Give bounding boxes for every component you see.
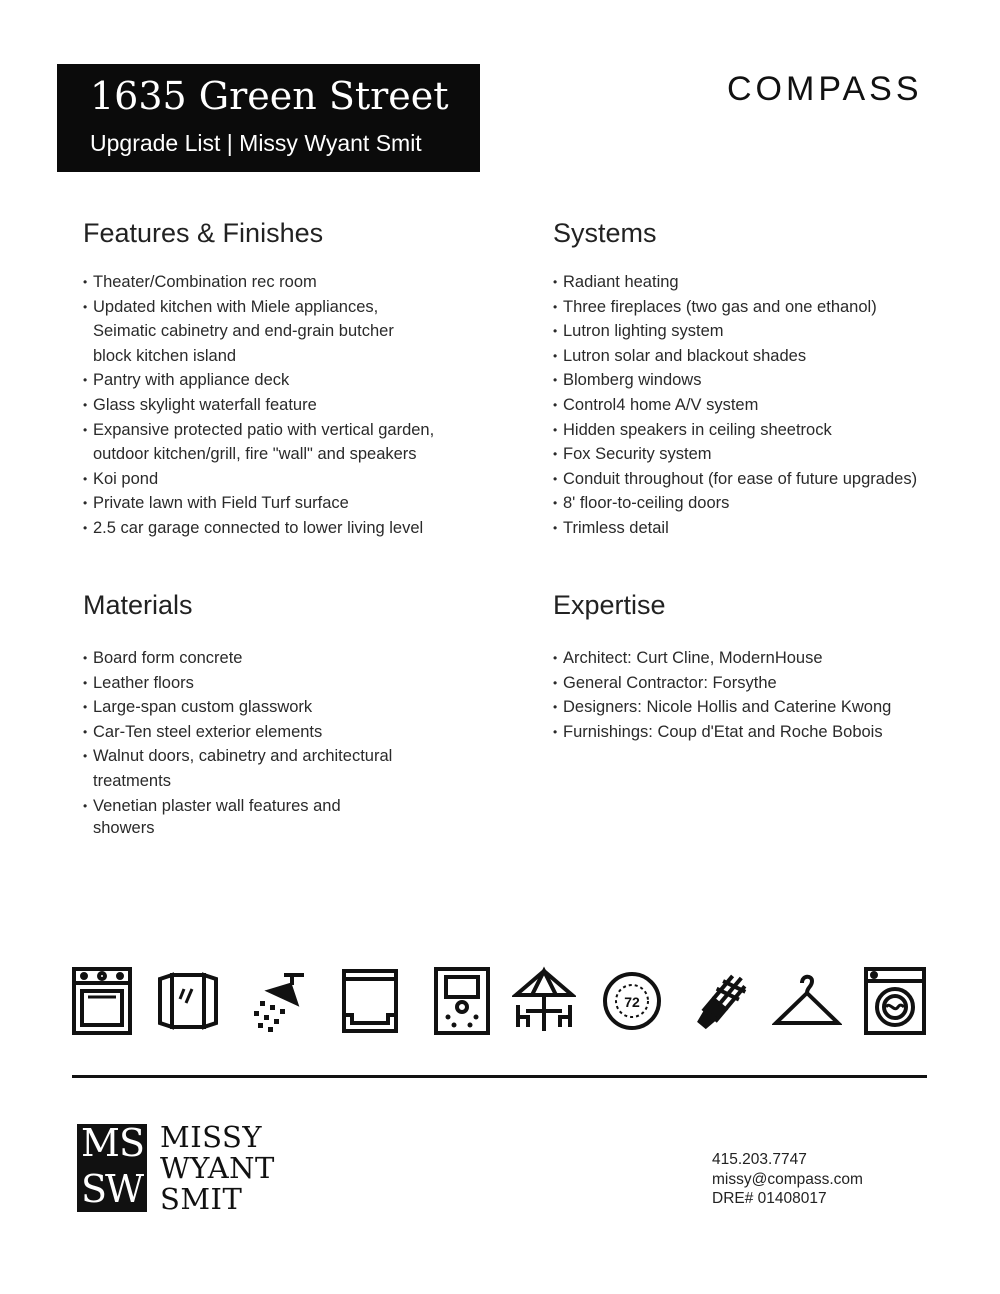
glass-door-icon (156, 965, 220, 1037)
list-item: • Expansive protected patio with vertical garden, (83, 418, 434, 443)
features-list (83, 270, 434, 541)
list-item: treatments (93, 771, 171, 790)
monogram-letter: M (81, 1121, 120, 1165)
feature-icons-row (70, 965, 930, 1037)
page-title: 1635 Green Street (90, 74, 449, 118)
control-panel-icon (430, 965, 494, 1037)
monogram-letter: S (81, 1167, 108, 1211)
contact-phone[interactable]: 415.203.7747 (712, 1151, 807, 1168)
list-item: • Blomberg windows (553, 368, 917, 393)
brand-logo: COMPASS (727, 70, 923, 108)
list-item: • Leather floors (83, 671, 392, 696)
list-item: • Private lawn with Field Turf surface (83, 491, 434, 516)
list-item: • Architect: Curt Cline, ModernHouse (553, 646, 891, 671)
page-subtitle: Upgrade List | Missy Wyant Smit (90, 130, 422, 156)
section-heading-materials: Materials (83, 590, 193, 620)
title-banner (57, 64, 480, 172)
list-item: • Furnishings: Coup d'Etat and Roche Bobois (553, 720, 891, 745)
section-expertise (553, 590, 892, 741)
footer-divider (72, 1075, 927, 1078)
patio-umbrella-icon (512, 965, 576, 1037)
agent-name-logo (160, 1122, 275, 1215)
list-item: • Designers: Nicole Hollis and Caterine Kwong (553, 695, 891, 720)
agent-name-line: WYANT (160, 1151, 275, 1185)
list-item: • Radiant heating (553, 270, 917, 295)
agent-name-line: MISSY (160, 1120, 263, 1154)
list-item: • Glass skylight waterfall feature (83, 393, 434, 418)
systems-list (553, 270, 917, 541)
contact-email[interactable]: missy@compass.com (712, 1170, 863, 1188)
list-item: • Pantry with appliance deck (83, 368, 434, 393)
list-item: Seimatic cabinetry and end-grain butcher (93, 322, 394, 341)
agent-monogram-logo (77, 1121, 147, 1212)
list-item: • Venetian plaster wall features and (83, 794, 392, 819)
list-item: • Fox Security system (553, 442, 917, 467)
list-item: • Board form concrete (83, 646, 392, 671)
thermostat-icon (600, 965, 664, 1037)
list-item: • Trimless detail (553, 516, 917, 541)
list-item: • Lutron solar and blackout shades (553, 344, 917, 369)
section-systems (553, 218, 918, 537)
list-item: • Control4 home A/V system (553, 393, 917, 418)
list-item: • Walnut doors, cabinetry and architectural (83, 744, 392, 769)
agent-name-line: SMIT (160, 1182, 243, 1216)
section-heading-features: Features & Finishes (83, 218, 324, 248)
list-item: • Updated kitchen with Miele appliances, (83, 295, 434, 320)
list-item: • Lutron lighting system (553, 319, 917, 344)
cfl-bulb-icon (690, 965, 754, 1037)
monogram-letter: W (105, 1167, 145, 1211)
dishwasher-icon (338, 965, 402, 1037)
materials-list (83, 646, 392, 838)
section-heading-expertise: Expertise (553, 590, 666, 620)
list-item: • Large-span custom glasswork (83, 695, 392, 720)
thermostat-reading: 72 (624, 994, 640, 1010)
list-item: • 8' floor-to-ceiling doors (553, 491, 917, 516)
list-item: • Three fireplaces (two gas and one ethanol) (553, 295, 917, 320)
oven-icon (70, 965, 134, 1037)
list-item: • Hidden speakers in ceiling sheetrock (553, 418, 917, 443)
monogram-letter: S (119, 1121, 146, 1165)
section-materials (83, 590, 393, 838)
hanger-icon (772, 965, 842, 1037)
contact-info (712, 1150, 863, 1209)
expertise-list (553, 646, 891, 744)
list-item: • Theater/Combination rec room (83, 270, 434, 295)
list-item: • Koi pond (83, 467, 434, 492)
list-item: block kitchen island (93, 346, 237, 365)
section-heading-systems: Systems (553, 218, 657, 248)
shower-icon (246, 965, 310, 1037)
section-features (83, 218, 435, 537)
contact-license: DRE# 01408017 (712, 1190, 827, 1207)
list-item: • 2.5 car garage connected to lower living level (83, 516, 434, 541)
washer-icon (862, 965, 926, 1037)
list-item: outdoor kitchen/grill, fire "wall" and speakers (93, 445, 417, 464)
list-item: • Car-Ten steel exterior elements (83, 720, 392, 745)
list-item: • Conduit throughout (for ease of future upgrades) (553, 467, 917, 492)
list-item: • General Contractor: Forsythe (553, 671, 891, 696)
list-item: showers (93, 819, 155, 838)
